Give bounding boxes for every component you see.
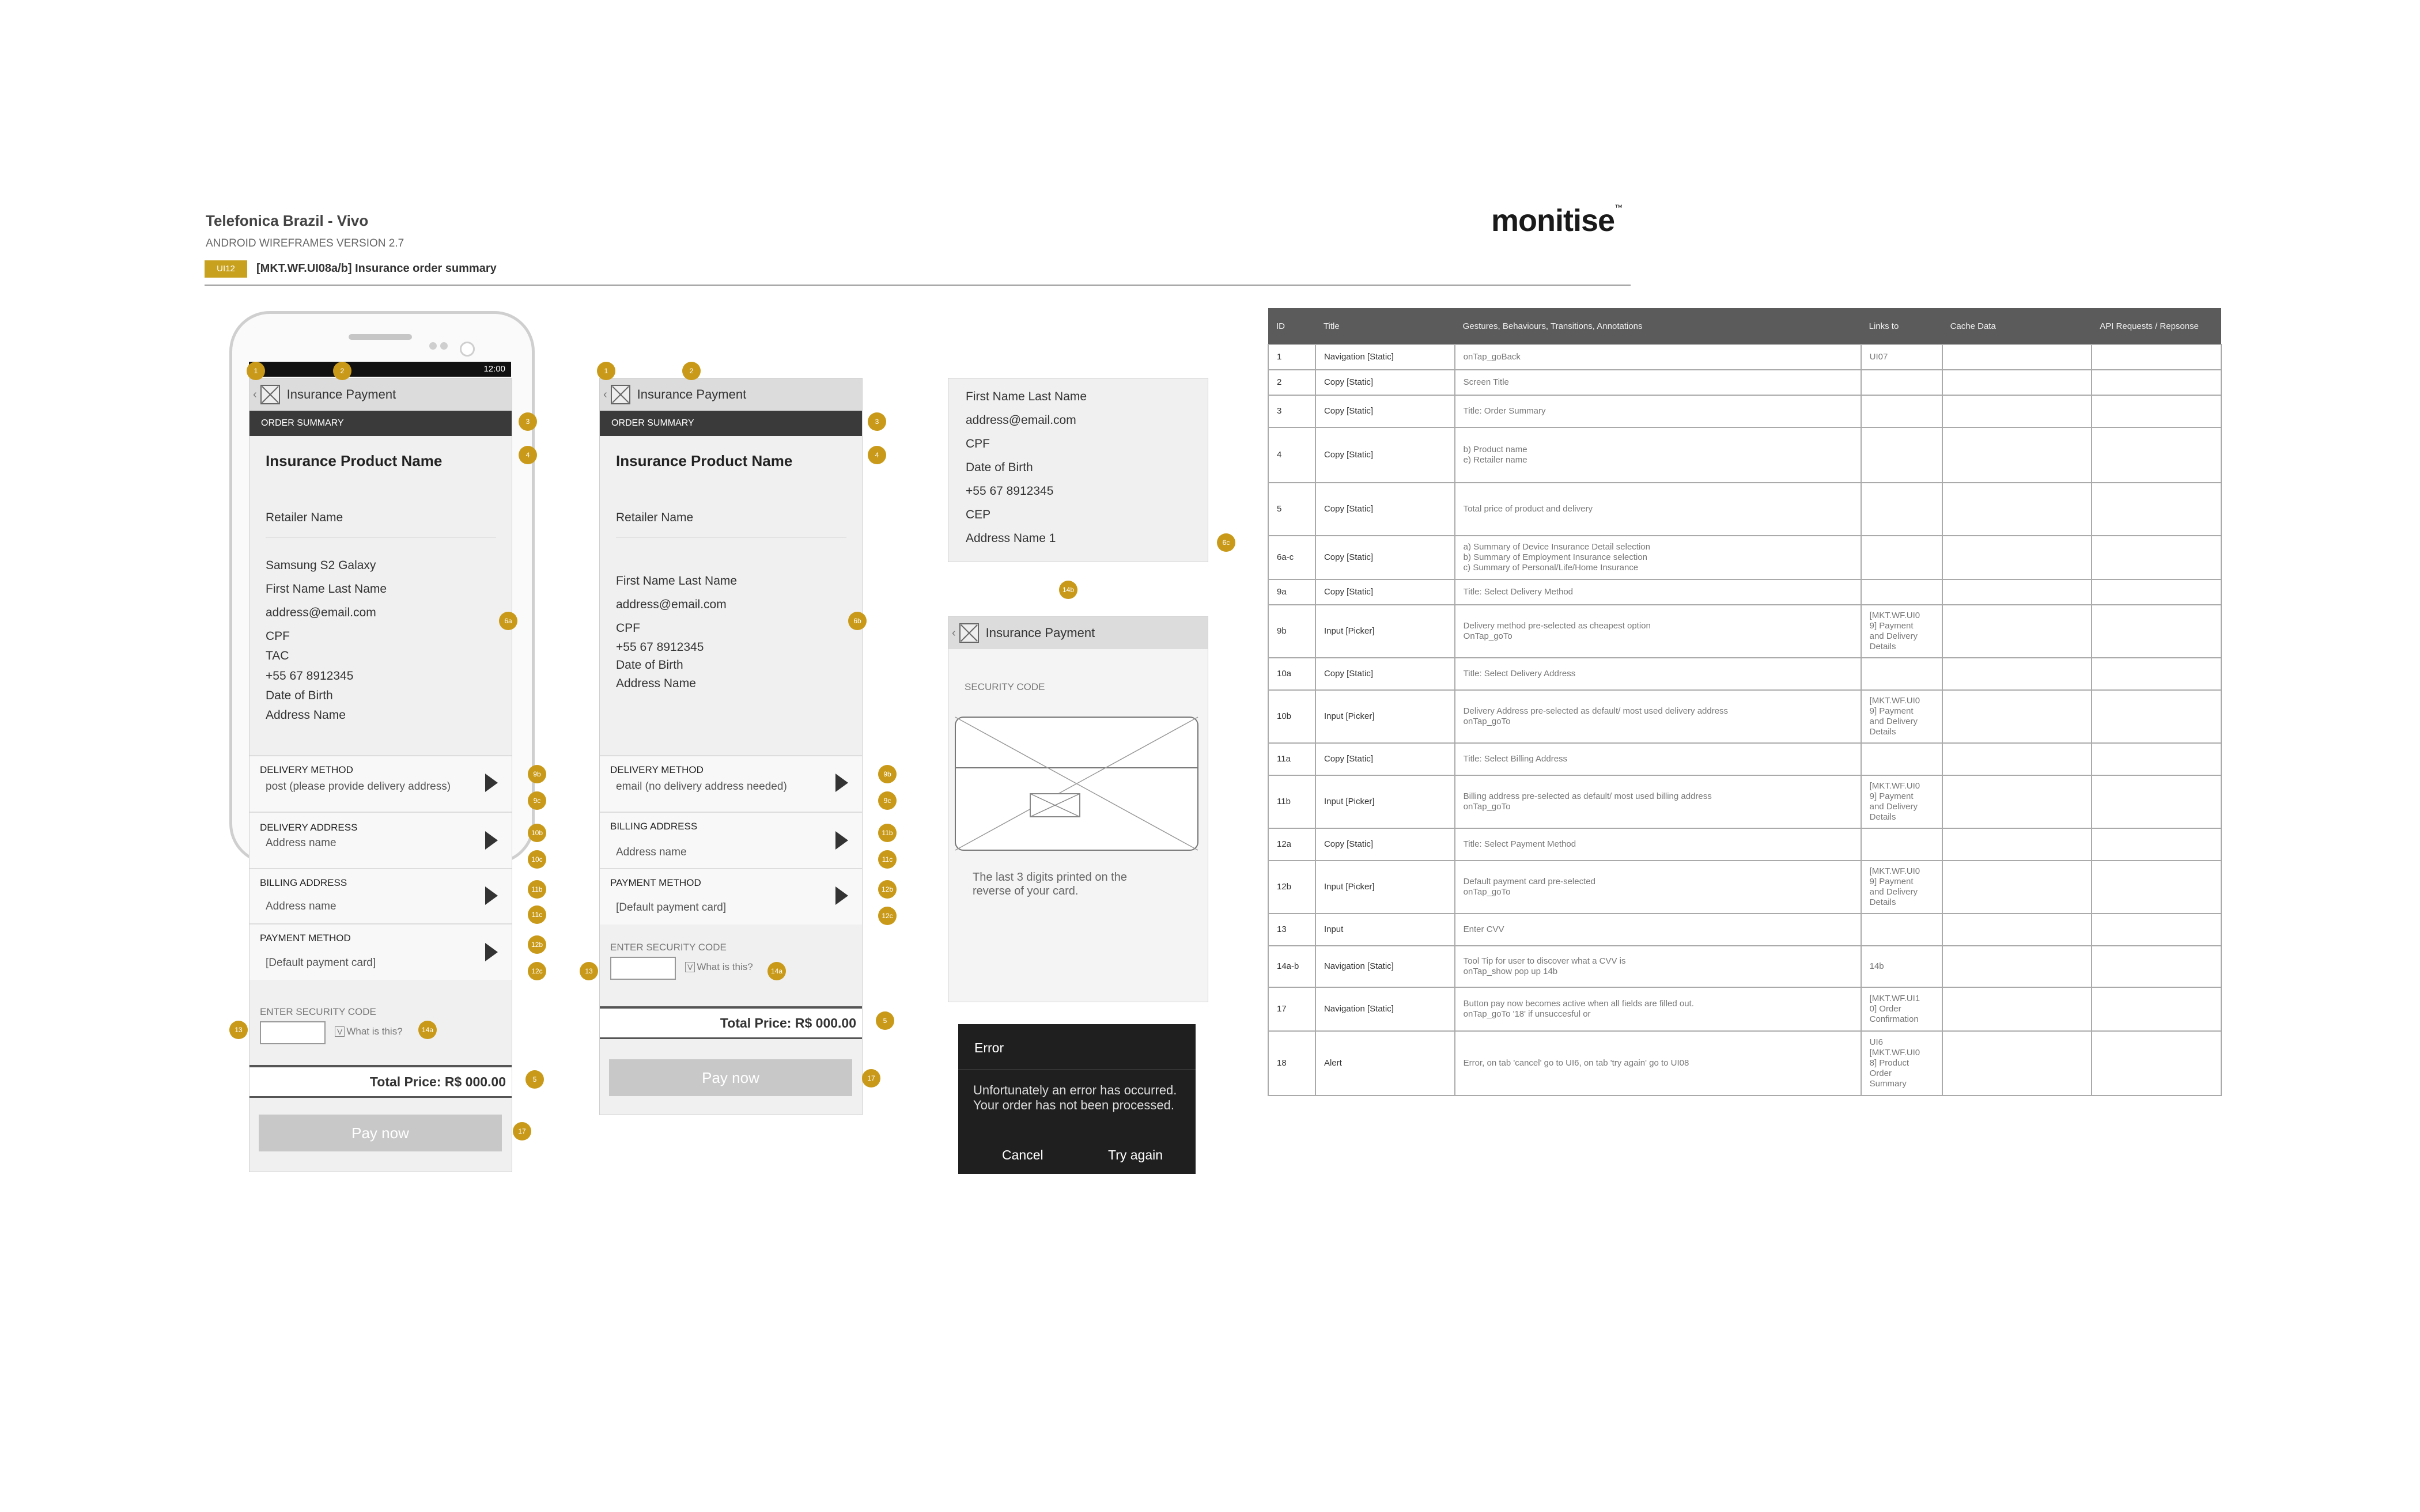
row-id: 17 bbox=[1268, 987, 1315, 1031]
table-row bbox=[1268, 861, 2221, 914]
annotation-pin: 13 bbox=[580, 962, 598, 980]
try-again-button[interactable]: Try again bbox=[1108, 1147, 1163, 1162]
row-title: Navigation [Static] bbox=[1315, 987, 1455, 1031]
row-id: 5 bbox=[1268, 483, 1315, 536]
row-links bbox=[1861, 370, 1942, 395]
row-heading: DELIVERY METHOD bbox=[260, 764, 353, 775]
error-title: Error bbox=[974, 1040, 1004, 1055]
detail-line: address@email.com bbox=[616, 598, 727, 611]
row-links: [MKT.WF.UI0 9] Payment and Delivery Details bbox=[1861, 861, 1942, 914]
row-title: Copy [Static] bbox=[1315, 536, 1455, 579]
row-cache bbox=[1942, 1031, 2092, 1096]
table-row bbox=[1268, 395, 2221, 427]
row-links bbox=[1861, 743, 1942, 775]
billing-address-row[interactable] bbox=[600, 812, 862, 868]
detail-line: +55 67 8912345 bbox=[616, 641, 704, 654]
payment-method-row[interactable] bbox=[249, 923, 512, 980]
annotation-pin: 12c bbox=[878, 907, 897, 925]
summary-line: CEP bbox=[966, 508, 991, 521]
ui-tag: UI12 bbox=[205, 260, 247, 278]
row-notes: a) Summary of Device Insurance Detail selection b) Summary of Employment Insurance selection c) Summary of Personal/Life/Home Insurance bbox=[1455, 536, 1861, 579]
row-id: 12a bbox=[1268, 828, 1315, 861]
annotation-table bbox=[1268, 308, 2222, 1096]
summary-line: First Name Last Name bbox=[966, 390, 1087, 403]
row-title: Navigation [Static] bbox=[1315, 344, 1455, 370]
row-title: Input [Picker] bbox=[1315, 775, 1455, 828]
error-message: Unfortunately an error has occurred. Your order has not been processed. bbox=[973, 1083, 1177, 1112]
row-cache bbox=[1942, 690, 2092, 743]
table-row bbox=[1268, 690, 2221, 743]
row-notes: Billing address pre-selected as default/ most used billing address onTap_goTo bbox=[1455, 775, 1861, 828]
divider bbox=[958, 1069, 1196, 1070]
row-value: Address name bbox=[266, 900, 336, 912]
security-code-label: SECURITY CODE bbox=[965, 681, 1045, 692]
row-links: UI07 bbox=[1861, 344, 1942, 370]
row-notes: Enter CVV bbox=[1455, 914, 1861, 946]
row-cache bbox=[1942, 427, 2092, 483]
row-notes: Tool Tip for user to discover what a CVV is onTap_show pop up 14b bbox=[1455, 946, 1861, 987]
row-title: Copy [Static] bbox=[1315, 483, 1455, 536]
table-header-row bbox=[1268, 308, 2221, 344]
retailer-name: Retailer Name bbox=[266, 511, 343, 524]
column-header: Gestures, Behaviours, Transitions, Annotations bbox=[1455, 308, 1861, 344]
annotation-pin: 2 bbox=[333, 362, 351, 380]
row-cache bbox=[1942, 914, 2092, 946]
retailer-name: Retailer Name bbox=[616, 511, 694, 524]
row-title: Input bbox=[1315, 914, 1455, 946]
annotation-pin: 9b bbox=[528, 765, 546, 783]
row-api bbox=[2092, 861, 2221, 914]
app-bar bbox=[948, 617, 1208, 649]
row-cache bbox=[1942, 946, 2092, 987]
detail-line: Address Name bbox=[616, 677, 696, 690]
row-links: [MKT.WF.UI0 9] Payment and Delivery Details bbox=[1861, 775, 1942, 828]
annotation-pin: 5 bbox=[525, 1070, 544, 1089]
row-links bbox=[1861, 914, 1942, 946]
row-links: [MKT.WF.UI1 0] Order Confirmation bbox=[1861, 987, 1942, 1031]
row-links bbox=[1861, 658, 1942, 690]
section-header: ORDER SUMMARY bbox=[600, 411, 862, 436]
section-header: ORDER SUMMARY bbox=[249, 411, 512, 436]
row-api bbox=[2092, 690, 2221, 743]
row-id: 9b bbox=[1268, 605, 1315, 658]
chevron-right-icon bbox=[485, 886, 498, 905]
header-divider bbox=[205, 285, 1631, 286]
annotation-pin: 9c bbox=[878, 791, 897, 810]
row-id: 12b bbox=[1268, 861, 1315, 914]
product-name: Insurance Product Name bbox=[266, 452, 443, 469]
row-links: 14b bbox=[1861, 946, 1942, 987]
chevron-right-icon bbox=[835, 831, 848, 850]
app-bar-title: Insurance Payment bbox=[286, 387, 396, 401]
row-id: 18 bbox=[1268, 1031, 1315, 1096]
app-logo-icon[interactable] bbox=[959, 623, 979, 643]
row-id: 11b bbox=[1268, 775, 1315, 828]
row-notes: Title: Select Delivery Method bbox=[1455, 579, 1861, 605]
row-title: Copy [Static] bbox=[1315, 427, 1455, 483]
detail-line: Address Name bbox=[266, 708, 346, 722]
row-title: Copy [Static] bbox=[1315, 395, 1455, 427]
row-title: Alert bbox=[1315, 1031, 1455, 1096]
row-notes: Error, on tab 'cancel' go to UI6, on tab 'try again' go to UI08 bbox=[1455, 1031, 1861, 1096]
row-links: [MKT.WF.UI0 9] Payment and Delivery Details bbox=[1861, 605, 1942, 658]
annotation-pin: 1 bbox=[247, 362, 265, 380]
row-api bbox=[2092, 743, 2221, 775]
detail-line: First Name Last Name bbox=[266, 582, 387, 596]
table-row bbox=[1268, 344, 2221, 370]
camera-icon bbox=[460, 342, 475, 357]
row-api bbox=[2092, 658, 2221, 690]
annotation-pin: 4 bbox=[519, 446, 537, 464]
column-header: API Requests / Repsonse bbox=[2092, 308, 2221, 344]
annotation-pin: 10b bbox=[528, 824, 546, 842]
table-row bbox=[1268, 775, 2221, 828]
table-row bbox=[1268, 579, 2221, 605]
row-title: Copy [Static] bbox=[1315, 828, 1455, 861]
row-title: Copy [Static] bbox=[1315, 743, 1455, 775]
chevron-right-icon bbox=[835, 886, 848, 905]
row-heading: PAYMENT METHOD bbox=[610, 877, 701, 888]
row-id: 14a-b bbox=[1268, 946, 1315, 987]
what-is-this-link[interactable]: V What is this? bbox=[685, 961, 753, 973]
chevron-right-icon bbox=[485, 774, 498, 792]
monitise-logo: monitise™ bbox=[1491, 203, 1623, 238]
row-notes: Title: Order Summary bbox=[1455, 395, 1861, 427]
annotation-pin: 5 bbox=[876, 1011, 894, 1030]
payment-method-row[interactable] bbox=[600, 868, 862, 924]
row-value: [Default payment card] bbox=[616, 901, 727, 914]
row-notes: Title: Select Billing Address bbox=[1455, 743, 1861, 775]
cancel-button[interactable]: Cancel bbox=[1002, 1147, 1043, 1162]
row-cache bbox=[1942, 605, 2092, 658]
row-links: [MKT.WF.UI0 9] Payment and Delivery Details bbox=[1861, 690, 1942, 743]
row-id: 6a-c bbox=[1268, 536, 1315, 579]
row-id: 2 bbox=[1268, 370, 1315, 395]
app-logo-icon[interactable] bbox=[611, 385, 630, 404]
row-cache bbox=[1942, 861, 2092, 914]
chevron-right-icon bbox=[485, 831, 498, 850]
row-heading: PAYMENT METHOD bbox=[260, 933, 351, 943]
row-cache bbox=[1942, 828, 2092, 861]
row-notes: Title: Select Payment Method bbox=[1455, 828, 1861, 861]
phone-sensor-dot bbox=[440, 342, 448, 350]
cvv-tooltip-icon: V bbox=[335, 1026, 345, 1037]
row-notes: Title: Select Delivery Address bbox=[1455, 658, 1861, 690]
annotation-pin: 12c bbox=[528, 962, 546, 980]
row-cache bbox=[1942, 743, 2092, 775]
table-row bbox=[1268, 914, 2221, 946]
row-title: Input [Picker] bbox=[1315, 605, 1455, 658]
annotation-pin: 3 bbox=[519, 412, 537, 431]
annotation-pin: 11c bbox=[878, 850, 897, 869]
row-notes: onTap_goBack bbox=[1455, 344, 1861, 370]
detail-line: CPF bbox=[616, 622, 640, 635]
row-value: post (please provide delivery address) bbox=[266, 780, 451, 793]
row-cache bbox=[1942, 344, 2092, 370]
row-api bbox=[2092, 987, 2221, 1031]
column-header: Cache Data bbox=[1942, 308, 2092, 344]
row-api bbox=[2092, 370, 2221, 395]
row-notes: Screen Title bbox=[1455, 370, 1861, 395]
row-links bbox=[1861, 828, 1942, 861]
annotation-pin: 11b bbox=[878, 824, 897, 842]
row-cache bbox=[1942, 658, 2092, 690]
row-links bbox=[1861, 579, 1942, 605]
row-title: Copy [Static] bbox=[1315, 579, 1455, 605]
row-api bbox=[2092, 828, 2221, 861]
column-header: ID bbox=[1268, 308, 1315, 344]
row-cache bbox=[1942, 775, 2092, 828]
error-dialog bbox=[958, 1024, 1196, 1174]
row-notes: Delivery Address pre-selected as default/ most used delivery address onTap_goTo bbox=[1455, 690, 1861, 743]
delivery-method-row[interactable] bbox=[600, 755, 862, 812]
annotation-pin: 1 bbox=[597, 362, 615, 380]
total-price: Total Price: R$ 000.00 bbox=[249, 1065, 512, 1098]
row-value: [Default payment card] bbox=[266, 957, 376, 969]
row-notes: Default payment card pre-selected onTap_goTo bbox=[1455, 861, 1861, 914]
annotation-pin: 3 bbox=[868, 412, 886, 431]
table-row bbox=[1268, 828, 2221, 861]
table-row bbox=[1268, 987, 2221, 1031]
row-links bbox=[1861, 395, 1942, 427]
row-value: Address name bbox=[266, 837, 336, 849]
row-api bbox=[2092, 946, 2221, 987]
row-api bbox=[2092, 579, 2221, 605]
annotation-pin: 6a bbox=[499, 612, 517, 630]
security-code-label: ENTER SECURITY CODE bbox=[260, 1006, 376, 1017]
row-notes: b) Product name e) Retailer name bbox=[1455, 427, 1861, 483]
back-chevron-icon[interactable]: ‹ bbox=[603, 388, 607, 401]
summary-line: CPF bbox=[966, 437, 990, 450]
detail-line: address@email.com bbox=[266, 606, 376, 619]
chevron-right-icon bbox=[835, 774, 848, 792]
summary-card bbox=[948, 378, 1208, 562]
row-id: 3 bbox=[1268, 395, 1315, 427]
app-bar-title: Insurance Payment bbox=[985, 626, 1095, 640]
row-heading: BILLING ADDRESS bbox=[610, 821, 698, 832]
annotation-pin: 14a bbox=[418, 1021, 437, 1039]
row-notes: Button pay now becomes active when all fields are filled out. onTap_goTo '18' if unsuccesful or bbox=[1455, 987, 1861, 1031]
product-name: Insurance Product Name bbox=[616, 452, 793, 469]
app-bar bbox=[249, 378, 512, 411]
annotation-pin: 4 bbox=[868, 446, 886, 464]
security-code-label: ENTER SECURITY CODE bbox=[610, 942, 727, 953]
cvv-tooltip-icon: V bbox=[685, 962, 695, 972]
cvv-help-screen bbox=[948, 616, 1208, 1002]
table-row bbox=[1268, 743, 2221, 775]
annotation-pin: 10c bbox=[528, 850, 546, 869]
row-cache bbox=[1942, 579, 2092, 605]
table-row bbox=[1268, 370, 2221, 395]
annotation-pin: 11b bbox=[528, 880, 546, 899]
row-heading: DELIVERY METHOD bbox=[610, 764, 704, 775]
wireframe-ref: [MKT.WF.UI08a/b] Insurance order summary bbox=[256, 262, 497, 275]
screen-order-summary-b bbox=[599, 378, 863, 1115]
row-api bbox=[2092, 1031, 2221, 1096]
card-image-placeholder bbox=[954, 716, 1199, 851]
phone-speaker bbox=[349, 334, 412, 340]
row-heading: BILLING ADDRESS bbox=[260, 877, 347, 888]
chevron-right-icon bbox=[485, 943, 498, 961]
row-id: 13 bbox=[1268, 914, 1315, 946]
detail-line: Date of Birth bbox=[266, 689, 333, 702]
detail-line: TAC bbox=[266, 649, 289, 662]
row-cache bbox=[1942, 536, 2092, 579]
back-chevron-icon[interactable]: ‹ bbox=[253, 388, 257, 401]
back-chevron-icon[interactable]: ‹ bbox=[952, 626, 956, 639]
row-id: 1 bbox=[1268, 344, 1315, 370]
delivery-method-row[interactable] bbox=[249, 755, 512, 812]
delivery-address-row[interactable] bbox=[249, 812, 512, 868]
annotation-pin: 9b bbox=[878, 765, 897, 783]
row-title: Navigation [Static] bbox=[1315, 946, 1455, 987]
annotation-pin: 11c bbox=[528, 905, 546, 924]
what-is-this-link[interactable]: V What is this? bbox=[335, 1026, 403, 1037]
total-price: Total Price: R$ 000.00 bbox=[600, 1006, 862, 1039]
table-row bbox=[1268, 658, 2221, 690]
column-header: Title bbox=[1315, 308, 1455, 344]
row-links bbox=[1861, 536, 1942, 579]
annotation-pin: 6c bbox=[1217, 533, 1235, 552]
row-id: 9a bbox=[1268, 579, 1315, 605]
row-id: 11a bbox=[1268, 743, 1315, 775]
summary-line: Address Name 1 bbox=[966, 532, 1056, 545]
row-api bbox=[2092, 344, 2221, 370]
version-label: ANDROID WIREFRAMES VERSION 2.7 bbox=[206, 237, 404, 249]
detail-line: First Name Last Name bbox=[616, 574, 738, 588]
detail-line: Samsung S2 Galaxy bbox=[266, 559, 376, 572]
annotation-pin: 14a bbox=[767, 962, 786, 980]
detail-line: Date of Birth bbox=[616, 658, 683, 672]
table-row bbox=[1268, 605, 2221, 658]
row-api bbox=[2092, 775, 2221, 828]
security-code-input[interactable] bbox=[610, 957, 676, 980]
annotation-pin: 14b bbox=[1059, 581, 1077, 599]
annotation-pin: 2 bbox=[682, 362, 701, 380]
screen-order-summary-a bbox=[249, 378, 512, 1172]
annotation-pin: 17 bbox=[513, 1122, 531, 1140]
summary-line: Date of Birth bbox=[966, 461, 1033, 474]
row-id: 10b bbox=[1268, 690, 1315, 743]
phone-sensor-dot bbox=[429, 342, 437, 350]
summary-line: +55 67 8912345 bbox=[966, 484, 1054, 498]
row-api bbox=[2092, 483, 2221, 536]
pay-now-button[interactable]: Pay now bbox=[259, 1115, 502, 1151]
annotation-pin: 12b bbox=[528, 935, 546, 954]
row-value: Address name bbox=[616, 846, 687, 858]
row-cache bbox=[1942, 483, 2092, 536]
row-links bbox=[1861, 483, 1942, 536]
table-row bbox=[1268, 536, 2221, 579]
row-value: email (no delivery address needed) bbox=[616, 780, 787, 793]
cvv-hint: The last 3 digits printed on the reverse of your card. bbox=[973, 871, 1127, 897]
table-row bbox=[1268, 946, 2221, 987]
table-row bbox=[1268, 1031, 2221, 1096]
row-links bbox=[1861, 427, 1942, 483]
row-cache bbox=[1942, 987, 2092, 1031]
row-title: Input [Picker] bbox=[1315, 690, 1455, 743]
status-bar: 12:00 bbox=[249, 362, 511, 377]
project-title: Telefonica Brazil - Vivo bbox=[206, 212, 369, 229]
row-api bbox=[2092, 427, 2221, 483]
row-title: Copy [Static] bbox=[1315, 658, 1455, 690]
table-row bbox=[1268, 483, 2221, 536]
annotation-pin: 9c bbox=[528, 791, 546, 810]
row-api bbox=[2092, 605, 2221, 658]
row-id: 10a bbox=[1268, 658, 1315, 690]
row-notes: Total price of product and delivery bbox=[1455, 483, 1861, 536]
row-title: Copy [Static] bbox=[1315, 370, 1455, 395]
row-links: UI6 [MKT.WF.UI0 8] Product Order Summary bbox=[1861, 1031, 1942, 1096]
row-cache bbox=[1942, 395, 2092, 427]
app-bar-title: Insurance Payment bbox=[637, 387, 747, 401]
pay-now-button[interactable]: Pay now bbox=[609, 1059, 852, 1096]
row-heading: DELIVERY ADDRESS bbox=[260, 822, 358, 833]
row-id: 4 bbox=[1268, 427, 1315, 483]
app-logo-icon[interactable] bbox=[260, 385, 280, 404]
summary-line: address@email.com bbox=[966, 414, 1076, 427]
row-notes: Delivery method pre-selected as cheapest option OnTap_goTo bbox=[1455, 605, 1861, 658]
annotation-pin: 13 bbox=[229, 1021, 248, 1039]
billing-address-row[interactable] bbox=[249, 868, 512, 924]
row-cache bbox=[1942, 370, 2092, 395]
annotation-pin: 17 bbox=[862, 1069, 880, 1087]
security-code-input[interactable] bbox=[260, 1021, 326, 1044]
app-bar bbox=[600, 378, 862, 411]
column-header: Links to bbox=[1861, 308, 1942, 344]
annotation-pin: 6b bbox=[848, 612, 867, 630]
detail-line: +55 67 8912345 bbox=[266, 669, 354, 683]
row-api bbox=[2092, 914, 2221, 946]
row-api bbox=[2092, 395, 2221, 427]
table-row bbox=[1268, 427, 2221, 483]
row-title: Input [Picker] bbox=[1315, 861, 1455, 914]
detail-line: CPF bbox=[266, 630, 290, 643]
annotation-pin: 12b bbox=[878, 880, 897, 899]
row-api bbox=[2092, 536, 2221, 579]
